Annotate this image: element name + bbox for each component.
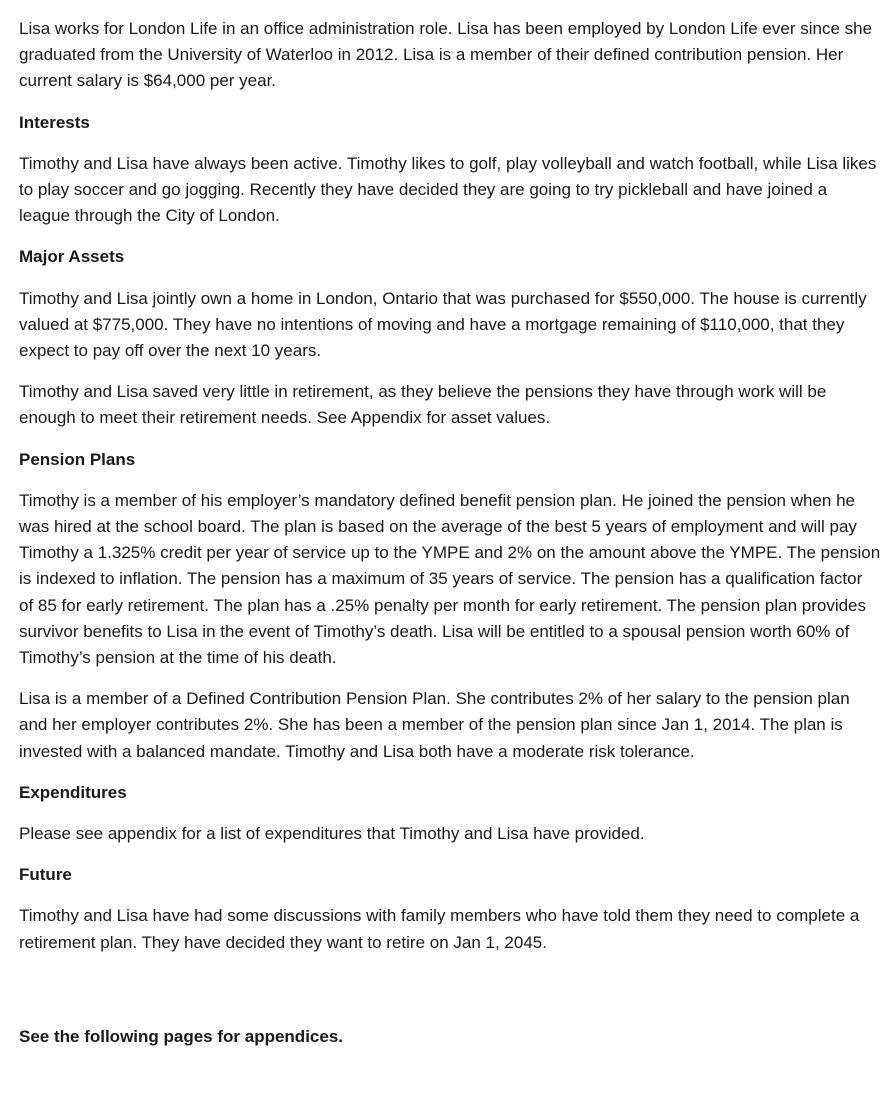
expenditures-paragraph: Please see appendix for a list of expenditures that Timothy and Lisa have provided. [19,824,645,844]
document-page [19,16,881,1050]
closing-note: See the following pages for appendices. [19,1026,344,1046]
major-assets-heading: Major Assets [19,247,125,267]
major-assets-paragraph-1: Timothy and Lisa jointly own a home in London, Ontario that was purchased for $550,000. The house is currently valued at $775,000. They have no intentions of moving and have a mortgage remaining of $110,000, that they expect to pay off over the next 10 years. [19,288,867,361]
pension-plans-heading: Pension Plans [19,449,136,469]
interests-paragraph: Timothy and Lisa have always been active. Timothy likes to golf, play volleyball and watch football, while Lisa likes to play soccer and go jogging. Recently they have decided they are going to try pickleball and have joined a league through the City of London. [19,153,877,226]
blank-space [19,971,881,1024]
interests-heading: Interests [19,112,90,132]
future-heading: Future [19,865,72,885]
pension-plans-paragraph-1: Timothy is a member of his employer’s mandatory defined benefit pension plan. He joined the pension when he was hired at the school board. The plan is based on the average of the best 5 years of employment and will pay Timothy a 1.325% credit per year of service up to the YMPE and 2% on the amount above the YMPE. The pension is indexed to inflation. The pension has a maximum of 35 years of service. The pension has a qualification factor of 85 for early retirement. The plan has a .25% penalty per month for early retirement. The pension plan provides survivor benefits to Lisa in the event of Timothy’s death. Lisa will be entitled to a spousal pension worth 60% of Timothy’s pension at the time of his death. [19,490,881,668]
future-paragraph: Timothy and Lisa have had some discussions with family members who have told them they need to complete a retirement plan. They have decided they want to retire on Jan 1, 2045. [19,906,860,952]
major-assets-paragraph-2: Timothy and Lisa saved very little in retirement, as they believe the pensions they have through work will be enough to meet their retirement needs. See Appendix for asset values. [19,382,827,428]
pension-plans-paragraph-2: Lisa is a member of a Defined Contribution Pension Plan. She contributes 2% of her salary to the pension plan and her employer contributes 2%. She has been a member of the pension plan since Jan 1, 2014. The plan is invested with a balanced mandate. Timothy and Lisa both have a moderate risk tolerance. [19,689,850,761]
intro-paragraph: Lisa works for London Life in an office administration role. Lisa has been employed by London Life ever since she graduated from the University of Waterloo in 2012. Lisa is a member of their defined contribution pension. Her current salary is $64,000 per year. [19,19,873,91]
expenditures-heading: Expenditures [19,782,127,802]
